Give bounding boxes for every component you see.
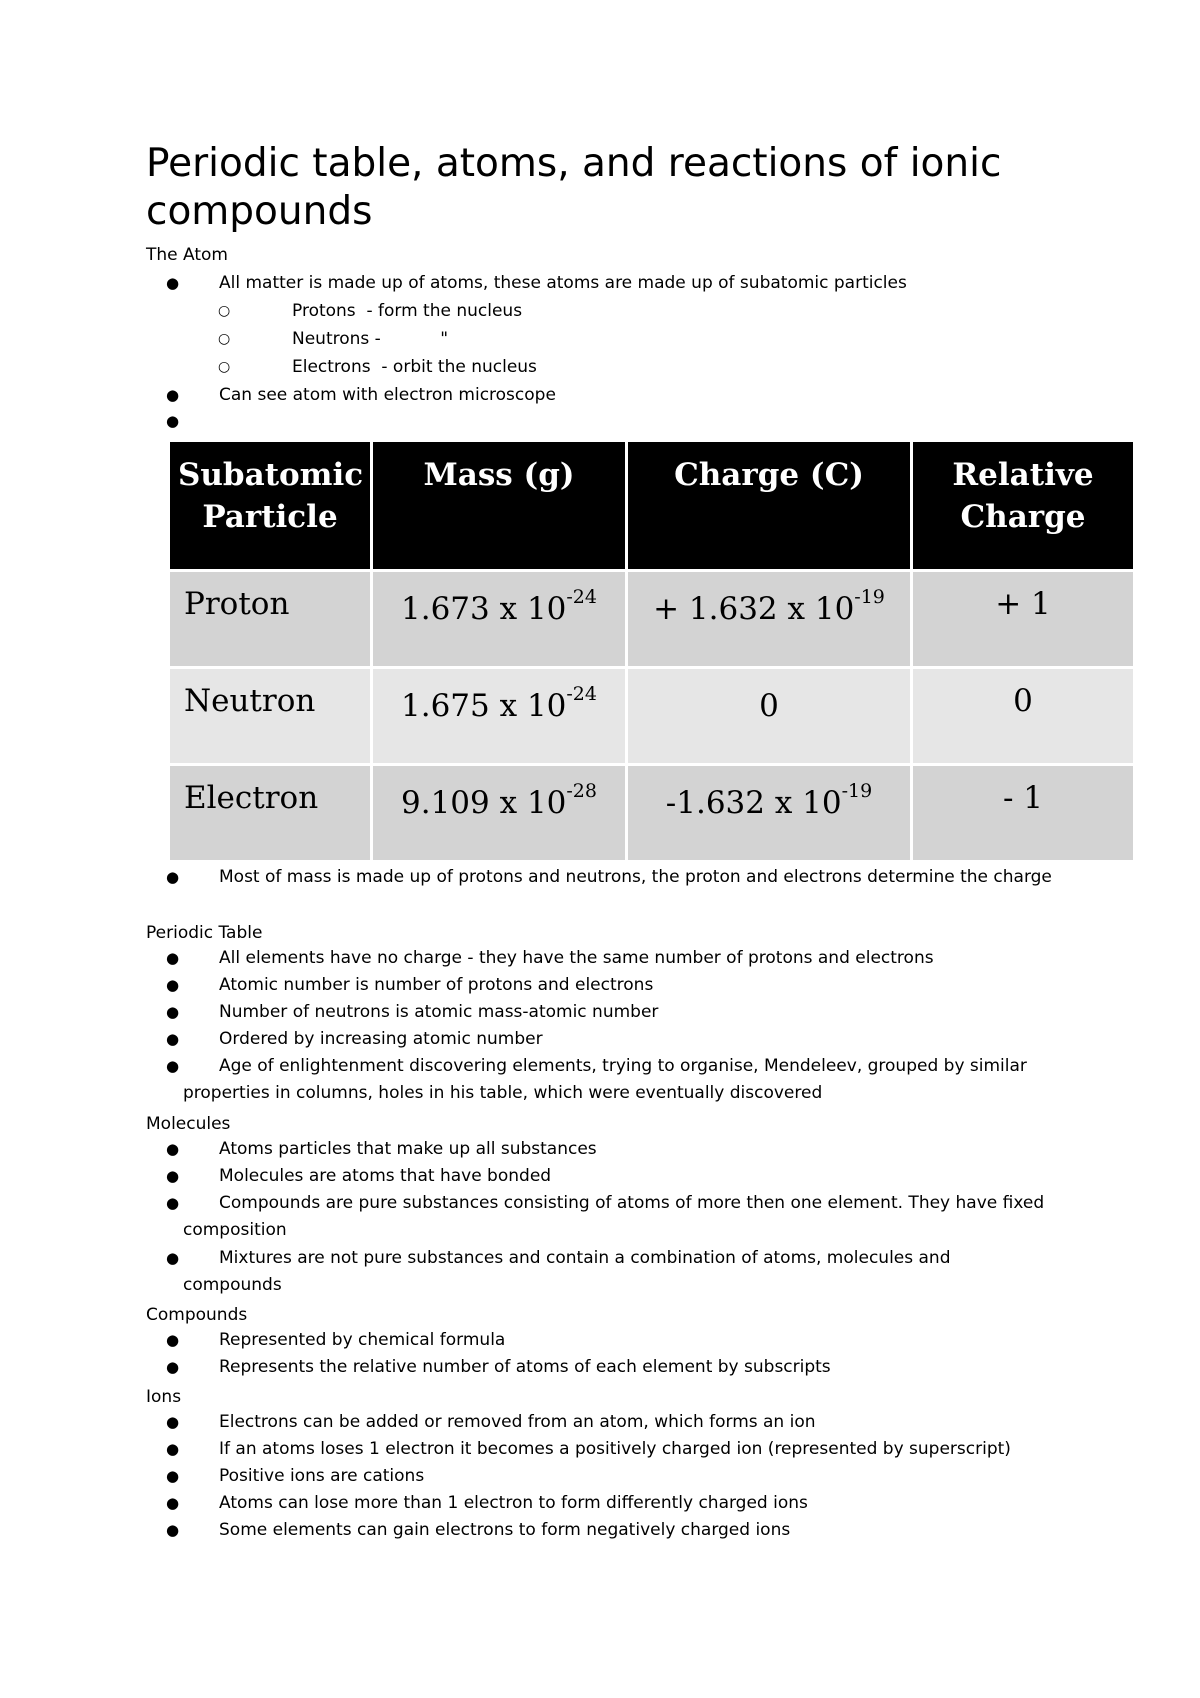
table-row (169, 765, 1135, 862)
bullet-icon: ● (166, 1003, 180, 1021)
section-heading-compounds: Compounds (146, 1305, 248, 1325)
charge-cell: 0 (627, 668, 912, 765)
circle-bullet-icon: ○ (218, 331, 231, 347)
bullet-icon: ● (166, 1167, 180, 1185)
particle-cell: Proton (169, 571, 372, 668)
table-header-cell: Charge (C) (627, 441, 912, 571)
bullet-icon: ● (166, 1331, 180, 1349)
document-title: Periodic table, atoms, and reactions of ionic compounds (146, 141, 1002, 234)
list-item: ● Atomic number is number of protons and electrons (200, 972, 1070, 999)
circle-bullet-icon: ○ (218, 303, 231, 319)
list-item: ● Ordered by increasing atomic number (200, 1026, 1070, 1053)
bullet-icon: ● (166, 386, 180, 404)
table-header-cell: Relative Charge (912, 441, 1135, 571)
relative-charge-cell: 0 (912, 668, 1135, 765)
charge-cell: -1.632 x $10^{-19}$ (627, 765, 912, 862)
bullet-icon: ● (166, 1413, 180, 1431)
bullet-icon: ● (166, 868, 180, 886)
bullet-icon: ● (166, 1521, 180, 1539)
section-heading-periodic-table: Periodic Table (146, 923, 263, 943)
subatomic-particle-table (167, 439, 1136, 863)
table-row (169, 668, 1135, 765)
list-item: ● Can see atom with electron microscope (200, 382, 1070, 409)
list-item: ● Atoms can lose more than 1 electron to form differently charged ions (200, 1490, 1070, 1517)
list-item: ● Represents the relative number of atoms of each element by subscripts (200, 1354, 1070, 1381)
sub-list-item: ○ Neutrons - " (218, 326, 448, 353)
list-item: ● Molecules are atoms that have bonded (200, 1163, 1070, 1190)
bullet-icon: ● (166, 1358, 180, 1376)
bullet-icon: ● (166, 976, 180, 994)
list-item: ● Compounds are pure substances consisting of atoms of more then one element. They have fixed composition (183, 1190, 1063, 1244)
table-header-row (169, 441, 1135, 571)
mass-cell: 9.109 x $10^{-28}$ (372, 765, 627, 862)
bullet-icon: ● (166, 1194, 180, 1212)
list-item: ● Number of neutrons is atomic mass-atomic number (200, 999, 1070, 1026)
mass-cell: 1.673 x $10^{-24}$ (372, 571, 627, 668)
list-item: ● Electrons can be added or removed from an atom, which forms an ion (200, 1409, 1070, 1436)
bullet-icon: ● (166, 1467, 180, 1485)
section-heading-ions: Ions (146, 1387, 182, 1407)
bullet-icon: ● (166, 1494, 180, 1512)
list-item: ● Some elements can gain electrons to form negatively charged ions (200, 1517, 1070, 1544)
table-header-cell: Mass (g) (372, 441, 627, 571)
section-heading-atom: The Atom (146, 245, 228, 265)
bullet-icon: ● (166, 1030, 180, 1048)
bullet-icon: ● (166, 1440, 180, 1458)
bullet-icon: ● (166, 1057, 180, 1075)
bullet-icon: ● (166, 1140, 180, 1158)
sub-list-item: ○ Protons - form the nucleus (218, 298, 522, 325)
list-item: ● Atoms particles that make up all substances (200, 1136, 1070, 1163)
mass-cell: 1.675 x $10^{-24}$ (372, 668, 627, 765)
table-row (169, 571, 1135, 668)
circle-bullet-icon: ○ (218, 359, 231, 375)
bullet-icon: ● (166, 274, 180, 292)
bullet-icon: ● (166, 412, 180, 430)
section-heading-molecules: Molecules (146, 1114, 231, 1134)
list-item: ● Represented by chemical formula (200, 1327, 1070, 1354)
list-item: ● All matter is made up of atoms, these atoms are made up of subatomic particles (200, 270, 1070, 297)
particle-cell: Neutron (169, 668, 372, 765)
bullet-icon: ● (166, 1249, 180, 1267)
sub-list-item: ○ Electrons - orbit the nucleus (218, 354, 537, 381)
particle-cell: Electron (169, 765, 372, 862)
list-item: ● All elements have no charge - they have the same number of protons and electrons (200, 945, 1070, 972)
relative-charge-cell: - 1 (912, 765, 1135, 862)
table-header-cell: Subatomic Particle (169, 441, 372, 571)
list-item: ● If an atoms loses 1 electron it becomes a positively charged ion (represented by superscript) (200, 1436, 1100, 1463)
list-item: ● Most of mass is made up of protons and neutrons, the proton and electrons determine the charge (183, 864, 1063, 891)
list-item: ● Mixtures are not pure substances and contain a combination of atoms, molecules and compounds (183, 1245, 1013, 1299)
list-item: ● Age of enlightenment discovering elements, trying to organise, Mendeleev, grouped by similar properties in columns, holes in his table, which were eventually discovered (183, 1053, 1033, 1107)
bullet-icon: ● (166, 949, 180, 967)
relative-charge-cell: + 1 (912, 571, 1135, 668)
list-item: ● Positive ions are cations (200, 1463, 1070, 1490)
charge-cell: + 1.632 x $10^{-19}$ (627, 571, 912, 668)
